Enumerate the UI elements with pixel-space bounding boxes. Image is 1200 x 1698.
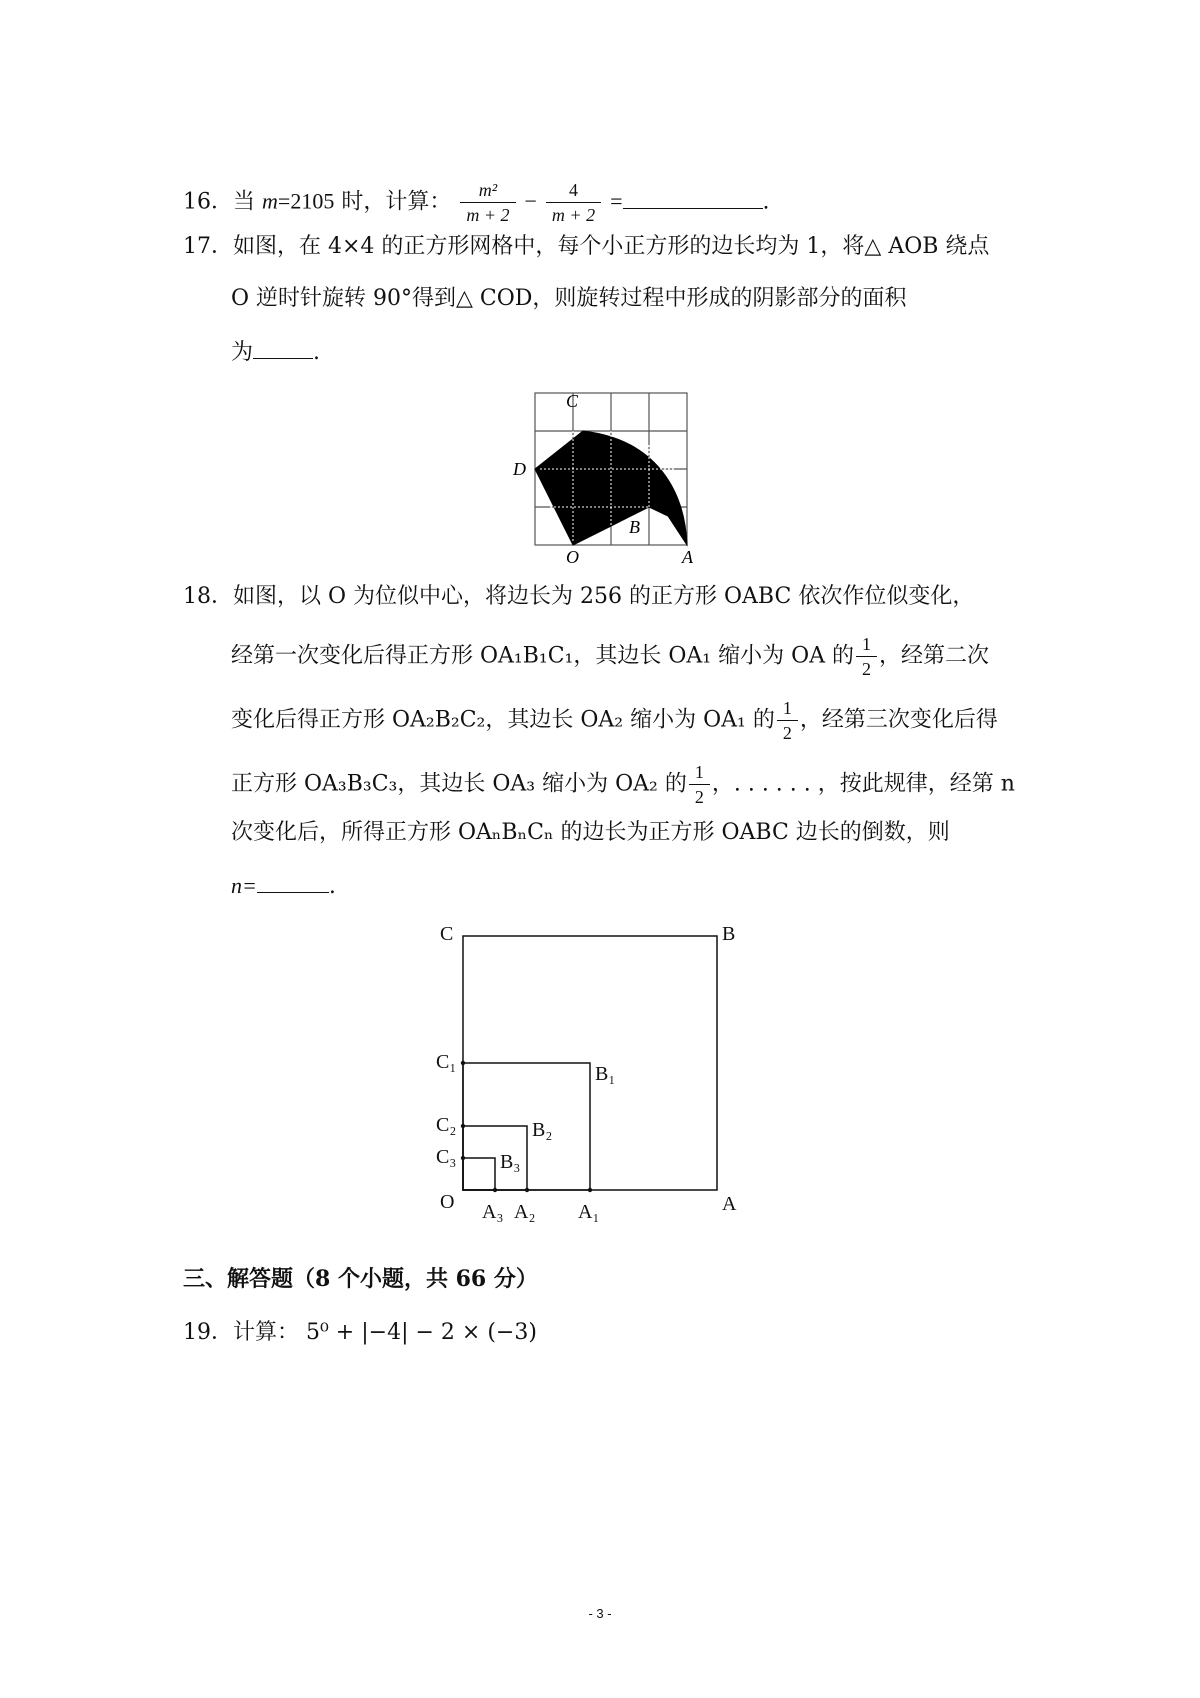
page-number: - 3 - <box>588 1606 612 1621</box>
label-D: D <box>513 459 526 479</box>
answer-blank[interactable] <box>623 186 763 209</box>
label-A1: A₁ <box>578 1201 600 1223</box>
question-19: 19．计算： 5⁰ + |−4| − 2 × (−3) <box>183 1320 537 1345</box>
question-18-line-6 <box>231 870 336 902</box>
q18-line3a: 变化后得正方形 OA₂B₂C₂，其边长 OA₂ 缩小为 OA₁ 的 <box>231 707 775 733</box>
fraction-half-num: 1 <box>694 762 704 782</box>
question-18-line-3 <box>231 698 998 743</box>
fraction-1 <box>460 180 515 225</box>
fraction-1-denominator: m + 2 <box>460 202 515 225</box>
label-C: C <box>440 923 454 945</box>
q16-value: =2105 <box>277 188 335 214</box>
question-18-line-2 <box>231 634 989 679</box>
question-17-line-2: O 逆时针旋转 90°得到△ COD，则旋转过程中形成的阴影部分的面积 <box>231 286 907 311</box>
q18-line3b: ，经第三次变化后得 <box>799 707 998 733</box>
fraction-half-den: 2 <box>777 720 798 743</box>
label-C1: C₁ <box>436 1051 457 1073</box>
label-A2: A₂ <box>514 1201 536 1223</box>
q18-line4a: 正方形 OA₃B₃C₃，其边长 OA₃ 缩小为 OA₂ 的 <box>231 771 687 797</box>
q18-line2a: 经第一次变化后得正方形 OA₁B₁C₁，其边长 OA₁ 缩小为 OA 的 <box>231 643 855 669</box>
label-C: C <box>566 391 579 411</box>
label-B1: B₁ <box>595 1063 616 1085</box>
q16-end: . <box>762 189 770 215</box>
fraction-half <box>777 698 798 743</box>
fraction-2-numerator: 4 <box>569 180 578 200</box>
label-A: A <box>722 1193 737 1215</box>
label-C2: C₂ <box>436 1114 457 1136</box>
q17-line3-prefix: 为 <box>231 340 254 365</box>
label-B2: B₂ <box>532 1119 553 1141</box>
figure-18-squares <box>420 918 760 1238</box>
label-C3: C₃ <box>436 1146 457 1168</box>
fraction-half <box>689 762 710 807</box>
label-A: A <box>682 547 693 565</box>
q16-var: m <box>262 188 278 214</box>
q18-line4b: ，. . . . . . ，按此规律，经第 n <box>711 771 1015 797</box>
label-B: B <box>722 923 736 945</box>
answer-blank[interactable] <box>257 870 329 893</box>
question-17-line-3 <box>231 336 320 368</box>
label-B3: B₃ <box>500 1151 521 1173</box>
fraction-half-den: 2 <box>856 656 877 679</box>
q18-line6-prefix: n= <box>231 873 257 898</box>
question-number: 16． <box>183 189 233 215</box>
label-A3: A₃ <box>482 1201 504 1223</box>
question-18-line-1: 18．如图，以 O 为位似中心，将边长为 256 的正方形 OABC 依次作位似变化， <box>183 584 975 609</box>
q16-minus: − <box>524 188 537 214</box>
label-O: O <box>440 1191 455 1213</box>
question-18-line-4 <box>231 762 1015 807</box>
q16-equals: = <box>610 188 623 214</box>
q16-prefix: 当 <box>233 189 256 215</box>
label-B: B <box>629 517 640 537</box>
question-18-line-5: 次变化后，所得正方形 OAₙBₙCₙ 的边长为正方形 OABC 边长的倒数，则 <box>231 820 950 845</box>
q16-mid: 时，计算： <box>341 189 452 215</box>
question-16 <box>183 180 770 225</box>
fraction-half-num: 1 <box>782 698 792 718</box>
section-3-title: 三、解答题（8 个小题，共 66 分） <box>183 1266 538 1292</box>
q18-line2b: ，经第二次 <box>879 643 990 669</box>
figure-17-grid <box>510 385 700 565</box>
q17-line3-end: . <box>313 340 321 365</box>
label-O: O <box>566 547 579 565</box>
fraction-2-denominator: m + 2 <box>546 202 601 225</box>
fraction-half <box>856 634 877 679</box>
fraction-half-num: 1 <box>862 634 872 654</box>
q18-line6-end: . <box>328 874 336 899</box>
fraction-1-numerator: m² <box>478 180 498 200</box>
square-OA3B3C3 <box>463 1158 495 1190</box>
fraction-2 <box>546 180 601 225</box>
answer-blank[interactable] <box>253 336 313 359</box>
fraction-half-den: 2 <box>689 784 710 807</box>
question-17-line-1: 17．如图，在 4×4 的正方形网格中，每个小正方形的边长均为 1，将△ AOB 绕点 <box>183 234 990 259</box>
